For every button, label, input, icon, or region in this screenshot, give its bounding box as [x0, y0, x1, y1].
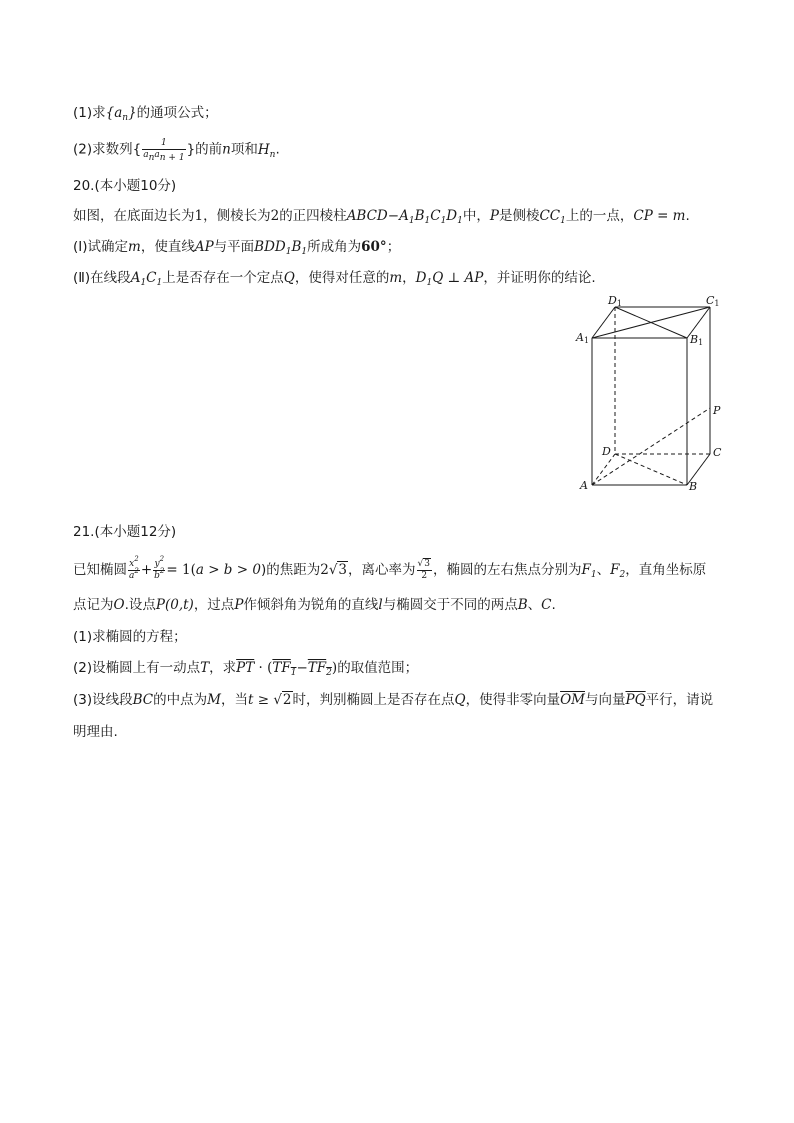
- text: }的前: [186, 141, 223, 158]
- q21-stem-line2: 点记为O.设点P(0,t)，过点P作倾斜角为锐角的直线l与椭圆交于不同的两点B、C.: [73, 597, 556, 613]
- text: (1)求: [73, 105, 106, 121]
- text: 的通项公式；: [136, 105, 218, 121]
- prism-figure: [570, 290, 730, 500]
- q21-part1: (1)求椭圆的方程；: [73, 629, 187, 645]
- frac-y2b2: $\frac{y^2}{b^2}$: [154, 554, 165, 581]
- label-B: B: [689, 480, 698, 493]
- math-prism: $ABCD-A_1B_1C_1D_1$: [346, 208, 463, 226]
- q21-stem-line1: 已知椭圆 $\frac{x^2}{a^2}$ + $\frac{y^2}{b^2}$ = 1(a > b > 0)的焦距为2√3，离心率为 $\frac{√3}{2}$ ，椭圆的左右焦点分别为$F_1$、$F_2$，直角坐标原: [73, 554, 707, 581]
- frac-x2a2: $\frac{x^2}{a^2}$: [129, 554, 139, 581]
- q21-part3: (3)设线段BC的中点为M，当t ≥ √2时，判别椭圆上是否存在点Q，使得非零向量$\overline{OM}$与向量$\overline{PQ}$平行，请说: [73, 692, 714, 708]
- q20-part2: (Ⅱ)在线段$A_1C_1$上是否存在一个定点Q，使得对任意的m，$D_1Q$ ⊥ AP，并证明你的结论.: [73, 270, 596, 288]
- diag-DB: [615, 454, 687, 485]
- label-C: C: [713, 446, 722, 459]
- edge-AD: [592, 454, 615, 485]
- q21-part2: (2)设椭圆上有一动点T，求$\overline{PT} \cdot (TF_1-TF_2)$的取值范围；: [73, 660, 419, 678]
- q20-header: 20.(本小题10分): [73, 178, 177, 194]
- q20-stem: 如图，在底面边长为1，侧棱长为2的正四棱柱$ABCD-A_1B_1C_1D_1$中，P是侧棱$CC_1$上的一点，CP = m.: [73, 208, 690, 226]
- q19-part2: [73, 138, 280, 161]
- label-D: D: [602, 445, 611, 458]
- math-seq: $\{a_n\}$: [105, 105, 137, 123]
- math-n: n: [222, 141, 231, 158]
- frac-ecc: $\frac{√3}{2}$: [417, 558, 430, 581]
- q20-part1: (Ⅰ)试确定m，使直线AP与平面$BDD_1B_1$所成角为60°；: [73, 239, 401, 257]
- text: 项和: [230, 141, 258, 158]
- math-H: $H_n$: [257, 141, 276, 160]
- math-fraction: $\frac{1}{a_na_{n + 1}}$: [143, 138, 185, 163]
- q19-part1: [73, 103, 218, 123]
- label-A1: A1: [576, 331, 590, 345]
- label-A: A: [580, 479, 588, 492]
- label-D1: D1: [608, 294, 622, 308]
- text: .: [275, 141, 280, 158]
- label-P: P: [713, 404, 721, 417]
- label-B1: B1: [690, 333, 704, 347]
- text: (2)求数列{: [73, 141, 142, 158]
- q21-header: 21.(本小题12分): [73, 524, 177, 540]
- label-C1: C1: [706, 294, 720, 308]
- q21-part3-cont: 明理由.: [73, 724, 118, 740]
- diag-D1B1: [615, 307, 687, 338]
